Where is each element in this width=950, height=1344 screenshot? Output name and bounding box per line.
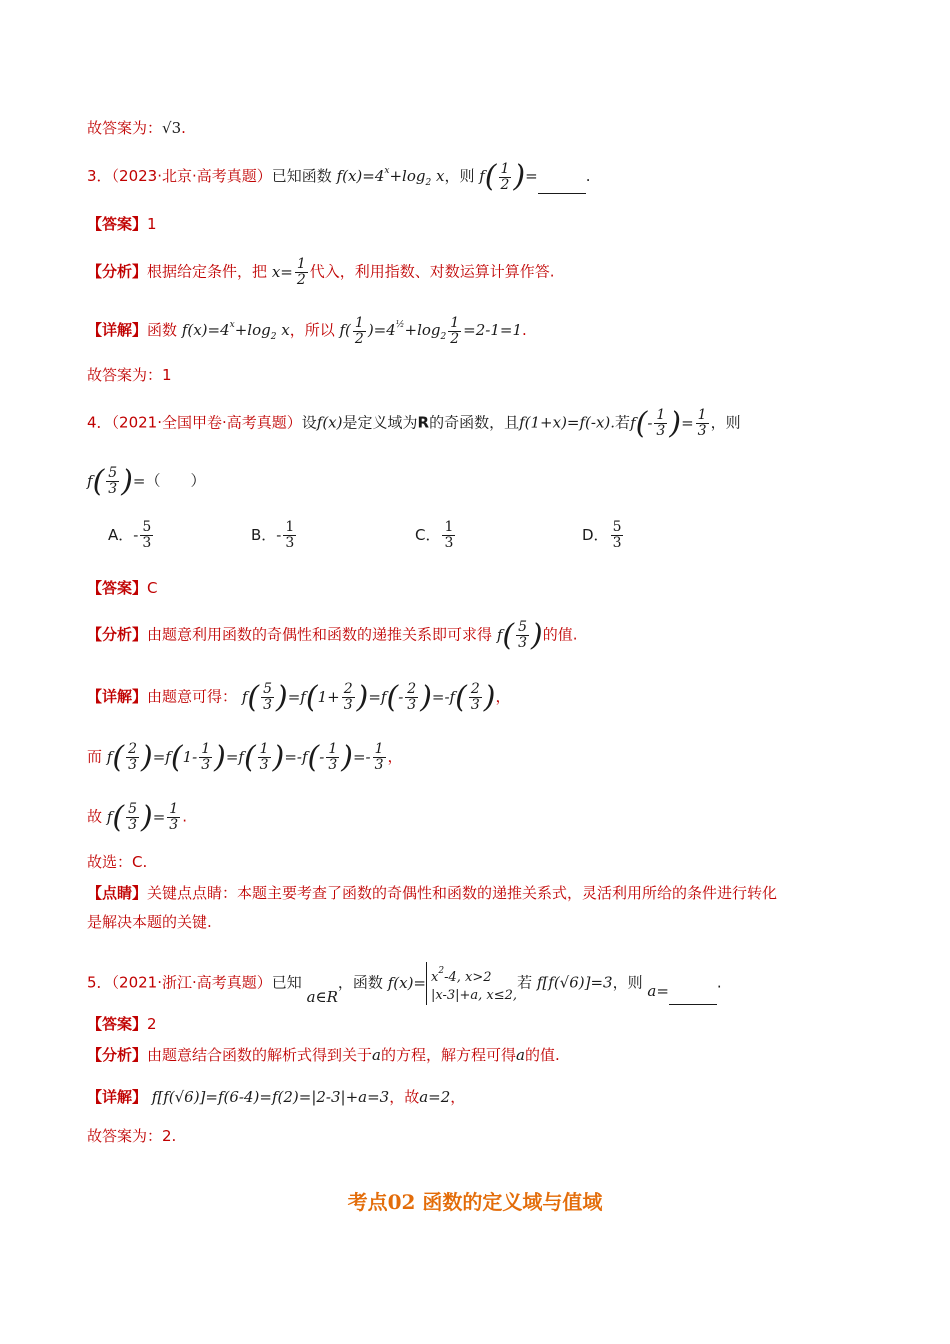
answer-5 — [87, 1013, 157, 1035]
detail-pre: 而 — [87, 747, 103, 766]
detail-mid: ，故 — [389, 1088, 420, 1106]
detail-mid: ，所以 — [289, 321, 335, 339]
analysis-pre: 由题意结合函数的解析式得到关于 — [147, 1046, 373, 1064]
analysis-post: 的值. — [542, 625, 578, 644]
analysis-4 — [87, 617, 578, 653]
option-label: C． — [415, 526, 441, 544]
question-text: ，则 — [710, 413, 741, 432]
question-number: 4． — [87, 413, 112, 432]
detail-tag: 【详解】 — [87, 1088, 148, 1106]
conclusion-3 — [87, 364, 172, 386]
detail-pre: 故 — [87, 807, 103, 826]
section-title: 考点02 函数的定义域与值域 — [347, 1190, 603, 1214]
option-den: 3 — [142, 535, 152, 551]
math-derivation: f[f(√6)]=f(6-4)=f(2)=|2-3|+a=3 — [151, 1088, 390, 1106]
math-a-result: a=2 — [419, 1088, 451, 1106]
math-f-five-thirds: f( $\frac{5}{3}$ ) — [496, 617, 543, 653]
math-calc: f( $\frac{1}{2}$ )$=4^{\frac{1}{2}}+\log_2$ $\frac{1}{2}$ =2-1=1 — [339, 314, 523, 347]
math-x-half: x= $\frac{1}{2}$ — [271, 256, 306, 288]
analysis-post: 的值. — [524, 1046, 560, 1064]
detail-5 — [87, 1086, 465, 1108]
tip-line-2: 是解决本题的关键. — [87, 913, 212, 931]
answer-paren: （ ） — [145, 471, 206, 490]
question-stem: 已知函数 — [271, 167, 332, 185]
answer-4 — [87, 577, 158, 599]
detail-pre: 由题意可得： — [147, 687, 238, 706]
option-num: 5 — [612, 519, 622, 535]
answer-tag: 【答案】 — [87, 215, 148, 233]
question-text: ，则 — [612, 973, 643, 992]
tip-4-cont — [87, 911, 212, 933]
tip-line-1: 关键点点睛：本题主要考查了函数的奇偶性和函数的递推关系式，灵活利用所给的条件进行转化 — [147, 884, 778, 902]
answer-value: √3 — [162, 119, 182, 137]
option-den: 3 — [444, 535, 454, 551]
question-source: （2023·北京·高考真题） — [111, 167, 272, 185]
option-num: 1 — [444, 519, 454, 535]
option-b[interactable] — [251, 520, 298, 551]
option-label: A． — [108, 526, 134, 544]
question-text: 的奇函数，且 — [429, 413, 520, 432]
detail-4b: 而 f( $\frac{2}{3}$ )=f(1- $\frac{1}{3}$ )=f( $\frac{1}{3}$ )=-f(- $\frac{1}{3}$ )=- $\frac{1}{3}$ ， — [87, 739, 403, 775]
answer-tag: 【答案】 — [87, 1015, 148, 1033]
math-fx: f(x) — [316, 413, 343, 432]
question-source: （2021·浙江·高考真题） — [111, 973, 272, 992]
answer-tag: 【答案】 — [87, 579, 148, 597]
answer-blank — [538, 177, 586, 194]
question-5: 5．（2021·浙江·高考真题）已知 a∈R，函数 $f(x)= x^2-4$, x>2 |x-3|+a, x≤2,若 f[f(√6)]=3，则 a= . — [87, 962, 722, 1005]
question-source: （2021·全国甲卷·高考真题） — [111, 413, 302, 432]
option-num: 1 — [285, 519, 295, 535]
analysis-tag: 【分析】 — [87, 625, 148, 644]
detail-end: . — [522, 321, 527, 339]
option-sign: - — [133, 526, 139, 544]
option-den: 3 — [285, 535, 295, 551]
math-a-in-R: a∈R — [306, 987, 338, 1006]
math-R: R — [417, 413, 430, 432]
math-piecewise: $f(x)= x^2-4$, x>2 |x-3|+a, x≤2, — [388, 974, 517, 992]
math-derivation-3: f( $\frac{5}{3}$ )= $\frac{1}{3}$ — [106, 799, 179, 835]
math-func: $f(x)=4^x+\log_2$ x — [181, 320, 290, 342]
analysis-5: 【分析】由题意结合函数的解析式得到关于a的方程，解方程可得a的值. — [87, 1046, 560, 1064]
question-4-ask — [87, 463, 206, 499]
math-f-five-thirds: f( $\frac{5}{3}$ )= — [87, 463, 146, 499]
analysis-mid: 的方程，解方程可得 — [380, 1046, 516, 1064]
conclusion-4 — [87, 851, 147, 873]
question-text: 若 — [615, 413, 631, 432]
math-func: f(x)=4 — [336, 167, 385, 185]
conclusion-text: 故选：C. — [87, 853, 148, 871]
detail-pre: 函数 — [147, 321, 178, 339]
question-text: 已知 — [271, 973, 302, 992]
answer-text: C — [147, 579, 158, 597]
option-num: 5 — [142, 519, 152, 535]
question-text: 是定义域为 — [342, 413, 418, 432]
detail-end: ， — [450, 1088, 466, 1106]
option-label: D． — [582, 526, 609, 544]
math-a-eq: a= — [647, 981, 669, 1000]
math-cond: f[f(√6)]=3 — [536, 973, 613, 992]
detail-4: 【详解】由题意可得： f( $\frac{5}{3}$ )=f(1+ $\frac{2}{3}$ )=f(- $\frac{2}{3}$ )=-f( $\frac{2}{3}$ )， — [87, 679, 511, 715]
option-label: B． — [251, 526, 277, 544]
tip-4 — [87, 882, 777, 904]
question-text: 设 — [301, 413, 317, 432]
analysis-pre: 由题意利用函数的奇偶性和函数的递推关系即可求得 — [147, 625, 493, 644]
question-then: ，则 — [444, 167, 475, 185]
tip-tag: 【点睛】 — [87, 884, 148, 902]
option-sign: - — [276, 526, 282, 544]
conclusion-5 — [87, 1125, 176, 1147]
option-a[interactable] — [108, 520, 155, 551]
math-result: =2-1=1 — [463, 321, 523, 339]
math-odd: f(1+x)=f(-x). — [519, 413, 616, 432]
detail-3 — [87, 314, 527, 348]
answer-prefix: 故答案为： — [87, 119, 163, 137]
math-expression: $f(x)=4^x+\log_2$ x — [336, 166, 445, 188]
question-3 — [87, 160, 591, 194]
question-number: 5． — [87, 973, 112, 992]
answer-blank — [669, 988, 717, 1005]
question-4 — [87, 405, 741, 441]
math-f-half: f( $\frac{1}{2}$ )= — [479, 159, 538, 194]
detail-tag: 【详解】 — [87, 687, 148, 706]
math-derivation-1: f( $\frac{5}{3}$ )=f(1+ $\frac{2}{3}$ )=f(- $\frac{2}{3}$ )=-f( $\frac{2}{3}$ ) — [241, 679, 496, 715]
answer-text: 2 — [147, 1015, 157, 1033]
math-cond: f(- $\frac{1}{3}$ )= $\frac{1}{3}$ — [630, 405, 707, 441]
option-c[interactable] — [415, 520, 457, 551]
detail-4c: 故 f( $\frac{5}{3}$ )= $\frac{1}{3}$ . — [87, 799, 187, 835]
question-number: 3． — [87, 167, 112, 185]
analysis-post: 代入，利用指数、对数运算计算作答. — [309, 262, 555, 281]
detail-tag: 【详解】 — [87, 321, 148, 339]
option-den: 3 — [612, 535, 622, 551]
answer-end: . — [181, 119, 186, 137]
answer-3 — [87, 213, 157, 235]
answer-text: 1 — [147, 215, 157, 233]
question-text: 若 — [517, 973, 533, 992]
math-derivation-2: f( $\frac{2}{3}$ )=f(1- $\frac{1}{3}$ )=f( $\frac{1}{3}$ )=-f(- $\frac{1}{3}$ )=- $\frac{1}{3}$ — [106, 739, 384, 775]
analysis-tag: 【分析】 — [87, 262, 148, 281]
analysis-tag: 【分析】 — [87, 1046, 148, 1064]
math-log: +log — [389, 167, 426, 185]
question-tail: . — [585, 167, 591, 185]
analysis-pre: 根据给定条件，把 — [147, 262, 268, 281]
conclusion-text: 故答案为：1 — [87, 366, 172, 384]
answer-line-2 — [87, 117, 186, 139]
conclusion-text: 故答案为：2. — [87, 1127, 177, 1145]
analysis-3 — [87, 257, 555, 288]
option-d[interactable] — [582, 520, 625, 551]
question-text: ，函数 — [337, 973, 383, 992]
